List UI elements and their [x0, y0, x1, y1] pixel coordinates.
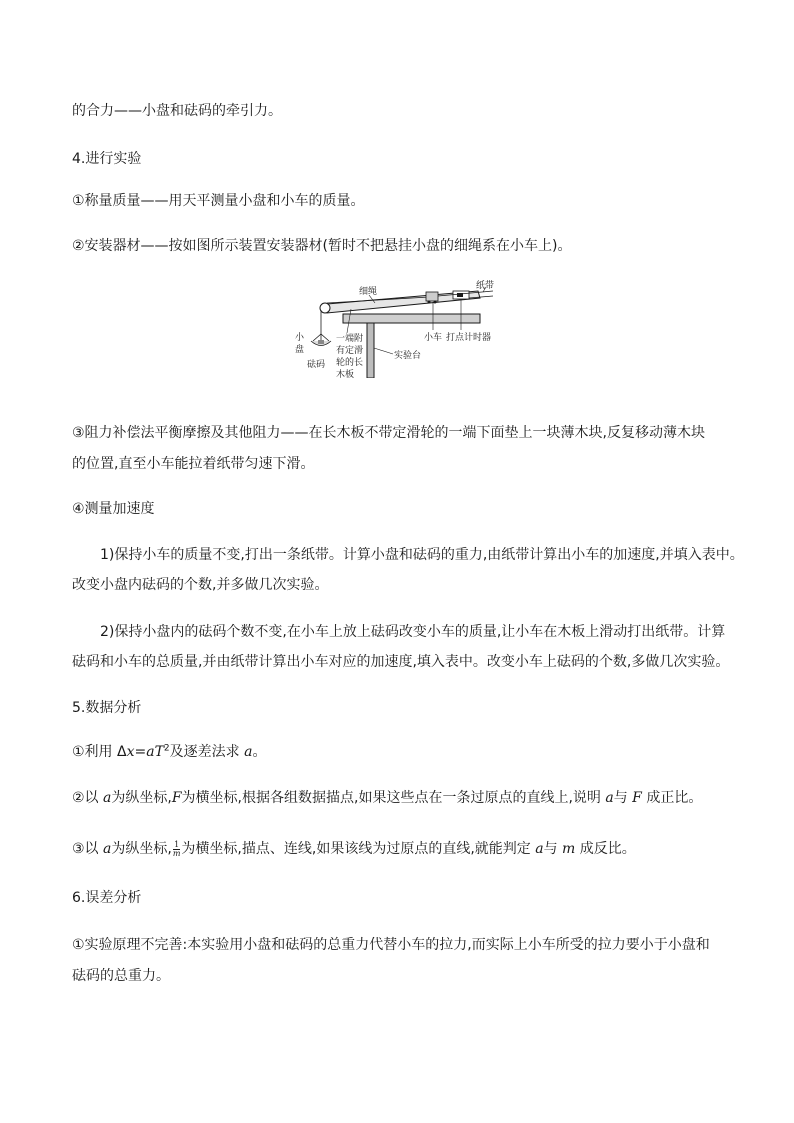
label-car: 小车: [424, 333, 443, 343]
label-timer: 打点计时器: [446, 333, 492, 343]
math-var: a: [605, 790, 614, 806]
section-heading: 6.误差分析: [72, 890, 142, 906]
label-pan: 盘: [295, 345, 305, 355]
label-board: 有定滑: [336, 346, 364, 356]
text-segment: ③以: [72, 841, 104, 857]
label-board: 轮的长: [336, 358, 364, 368]
table-leg: [367, 323, 374, 378]
leader-table: [374, 348, 393, 354]
text-segment: 成正比。: [641, 790, 703, 806]
math-var: a: [103, 790, 112, 806]
text-line-formula: [72, 742, 266, 762]
fraction-numerator: 1: [174, 839, 180, 849]
text-line: ①实验原理不完善:本实验用小盘和砝码的总重力代替小车的拉力,而实际上小车所受的拉力要小于小盘和: [72, 937, 710, 953]
text-segment: 为横坐标,描点、连线,如果该线为过原点的直线,就能判定: [181, 841, 536, 857]
label-weights: 砝码: [307, 360, 326, 370]
text-line: ②安装器材——按如图所示装置安装器材(暂时不把悬挂小盘的细绳系在小车上)。: [72, 238, 572, 254]
apparatus-diagram: [283, 278, 508, 378]
cart-wheel: [428, 301, 431, 304]
cart-wheel: [434, 301, 437, 304]
text-segment: 。: [252, 744, 267, 760]
text-segment: 与: [613, 790, 633, 806]
cart: [426, 292, 438, 301]
text-segment: 成反比。: [575, 841, 636, 857]
text-line-formula: [72, 788, 702, 808]
text-segment: 及逐差法求: [169, 744, 245, 760]
section-heading: 4.进行实验: [72, 151, 142, 167]
text-segment: =: [134, 744, 147, 760]
text-line: 的合力——小盘和砝码的牵引力。: [72, 103, 282, 119]
math-var: F: [632, 790, 642, 806]
fraction-denominator: m: [172, 848, 181, 858]
text-segment: ②以: [72, 790, 104, 806]
math-var: x: [126, 744, 135, 760]
text-line: ①称量质量——用天平测量小盘和小车的质量。: [72, 193, 365, 209]
label-rope: 细绳: [359, 287, 378, 297]
label-tape: 纸带: [476, 281, 495, 291]
text-segment: ①利用 Δ: [72, 744, 127, 760]
section-heading: 5.数据分析: [72, 700, 142, 716]
text-line: 砝码的总重力。: [72, 968, 170, 984]
label-board: 一端附: [336, 334, 364, 344]
text-segment: 为纵坐标,: [111, 790, 172, 806]
math-exponent: 2: [163, 743, 170, 754]
text-line-formula: [72, 839, 636, 859]
math-var: a: [103, 841, 112, 857]
text-line: 砝码和小车的总质量,并由纸带计算出小车对应的加速度,填入表中。改变小车上砝码的个数,多做几次实验。: [72, 654, 730, 670]
table-surface: [343, 314, 480, 323]
text-line: ④测量加速度: [72, 501, 155, 517]
math-var: a: [244, 744, 253, 760]
text-line: ③阻力补偿法平衡摩擦及其他阻力——在长木板不带定滑轮的一端下面垫上一块薄木块,反复移动薄木块: [72, 425, 705, 441]
weights: [318, 340, 324, 344]
text-line: 1)保持小车的质量不变,打出一条纸带。计算小盘和砝码的重力,由纸带计算出小车的加速度,并填入表中。: [100, 547, 744, 563]
label-pan: 小: [295, 333, 305, 343]
text-segment: 为横坐标,根据各组数据描点,如果这些点在一条过原点的直线上,说明: [181, 790, 606, 806]
text-segment: 与: [543, 841, 563, 857]
text-line: 2)保持小盘内的砝码个数不变,在小车上放上砝码改变小车的质量,让小车在木板上滑动打出纸带。计算: [100, 624, 726, 640]
text-segment: 为纵坐标,: [111, 841, 172, 857]
fraction-one-over-m: [173, 841, 181, 858]
label-table: 实验台: [394, 351, 422, 361]
math-var: F: [171, 790, 182, 806]
math-var: a: [535, 841, 544, 857]
math-var: m: [562, 841, 576, 857]
label-board: 木板: [336, 370, 355, 378]
pulley: [320, 303, 330, 313]
text-line: 改变小盘内砝码的个数,并多做几次实验。: [72, 577, 329, 593]
text-line: 的位置,直至小车能拉着纸带匀速下滑。: [72, 456, 315, 472]
math-var: aT: [146, 744, 164, 760]
apparatus-figure: [283, 278, 508, 378]
